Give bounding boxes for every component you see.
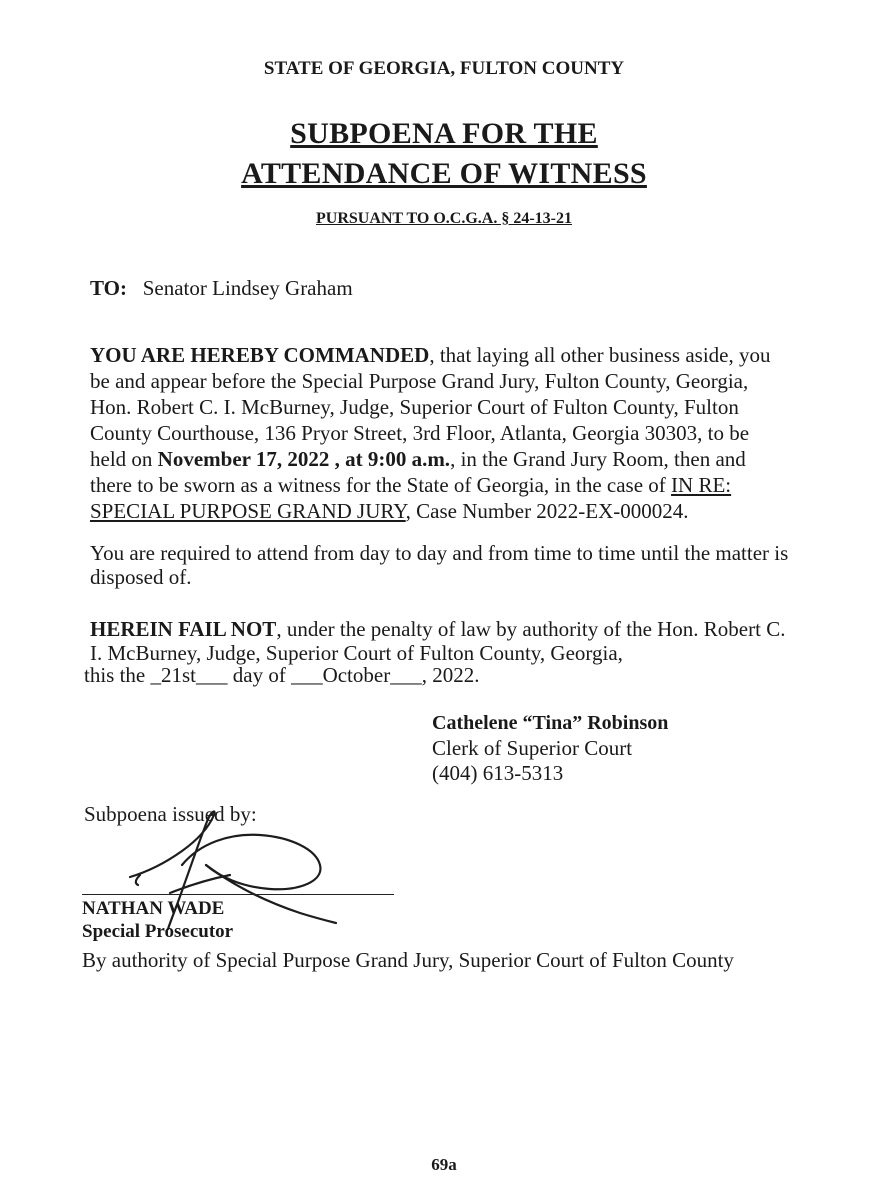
herein-line-1 xyxy=(90,617,785,641)
recipient-label: TO: xyxy=(90,276,127,300)
command-line-2: be and appear before the Special Purpose Grand Jury, Fulton County, Georgia, xyxy=(90,369,749,393)
herein-line-1-text: , under the penalty of law by authority of the Hon. Robert C. xyxy=(276,617,786,641)
herein-line-2: I. McBurney, Judge, Superior Court of Fulton County, Georgia, xyxy=(90,641,623,665)
command-line-6 xyxy=(90,473,731,497)
command-line-1-text: , that laying all other business aside, you xyxy=(429,343,771,367)
command-line-3: Hon. Robert C. I. McBurney, Judge, Superior Court of Fulton County, Fulton xyxy=(90,395,739,419)
command-line-5 xyxy=(90,447,746,471)
signature-line xyxy=(82,894,394,895)
issuer-name: NATHAN WADE xyxy=(82,898,225,919)
issued-by-label: Subpoena issued by: xyxy=(84,802,257,826)
clerk-title: Clerk of Superior Court xyxy=(432,736,633,760)
document-title-line-1: SUBPOENA FOR THE xyxy=(290,117,598,150)
state-county-heading: STATE OF GEORGIA, FULTON COUNTY xyxy=(263,58,625,79)
page-number: 69a xyxy=(431,1155,457,1174)
command-heading: YOU ARE HEREBY COMMANDED xyxy=(90,343,430,367)
document-title-line-2: ATTENDANCE OF WITNESS xyxy=(241,157,647,190)
command-line-5-post: , in the Grand Jury Room, then and xyxy=(450,447,746,471)
herein-heading: HEREIN FAIL NOT xyxy=(90,617,277,641)
issuer-title: Special Prosecutor xyxy=(82,921,234,942)
clerk-phone: (404) 613-5313 xyxy=(432,761,564,785)
case-name-part-1: IN RE: xyxy=(671,473,732,497)
command-line-6-pre: there to be sworn as a witness for the State of Georgia, in the case of xyxy=(90,473,672,497)
attendance-line-2: disposed of. xyxy=(90,565,192,589)
command-line-5-pre: held on xyxy=(90,447,158,471)
command-line-1 xyxy=(90,343,771,367)
recipient-row xyxy=(90,276,353,300)
command-line-7 xyxy=(90,499,689,523)
case-name-part-2: SPECIAL PURPOSE GRAND JURY xyxy=(90,499,406,523)
recipient-name: Senator Lindsey Graham xyxy=(142,276,353,300)
pursuant-statute: PURSUANT TO O.C.G.A. § 24-13-21 xyxy=(315,210,573,227)
attendance-line-1: You are required to attend from day to day and from time to time until the matter is xyxy=(90,541,789,565)
hearing-date: November 17, 2022 , at 9:00 a.m. xyxy=(157,447,451,471)
issue-date-line: this the _21st___ day of ___October___, 2022. xyxy=(84,663,480,687)
case-number: , Case Number 2022-EX-000024. xyxy=(405,499,689,523)
issuer-authority: By authority of Special Purpose Grand Jury, Superior Court of Fulton County xyxy=(82,948,734,972)
clerk-name: Cathelene “Tina” Robinson xyxy=(432,712,669,734)
command-line-4: County Courthouse, 136 Pryor Street, 3rd Floor, Atlanta, Georgia 30303, to be xyxy=(90,421,750,445)
